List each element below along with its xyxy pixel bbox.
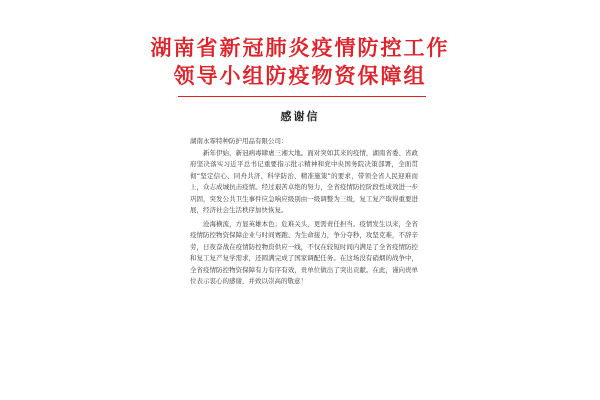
paragraph-2: 沧海横流，方显英雄本色；危难关头，更需责任担当。疫情发生以来，全省疫情防控物资保障企业与时间赛跑、为生命接力，争分夺秒，攻坚克难，不辞辛劳，日夜奋战在疫情防控物资供应一线，不仅在较短时间内满足了全省疫情防控和复工复产复学需求，还圆满完成了国家调配任务。在这场没有硝烟的战争中，全省疫情防控物资保障有力有序有效，贵单位做出了突出贡献。在此，谨向贵单位表示衷心的感谢，并致以崇高的敬意！ bbox=[190, 219, 418, 285]
letter-body bbox=[190, 136, 418, 288]
letterhead-line-1: 湖南省新冠肺炎疫情防控工作 bbox=[150, 35, 450, 60]
paragraph-1: 新年伊始，新冠病毒肆虐三湘大地。面对突如其来的疫情，湖南省委、省政府坚决落实习近平总书记重要指示批示精神和党中央国务院决策部署，全面贯彻“坚定信心、同舟共济、科学防治、精准施策”的要求，带领全省人民迎难而上，众志成城抗击疫情。经过艰苦卓绝的努力，全省疫情防控阶段性成效进一步巩固，突发公共卫生事件应急响应级别由一级调整为三级，复工复产取得重要进展，经济社会生活秩序加快恢复。 bbox=[190, 148, 418, 214]
letterhead-line-2: 领导小组防疫物资保障组 bbox=[173, 63, 427, 88]
letterhead bbox=[0, 34, 600, 90]
salutation: 湖南永霏特种防护用品有限公司： bbox=[190, 137, 288, 145]
letter-title: 感谢信 bbox=[280, 110, 320, 123]
letterhead-divider bbox=[178, 96, 426, 97]
